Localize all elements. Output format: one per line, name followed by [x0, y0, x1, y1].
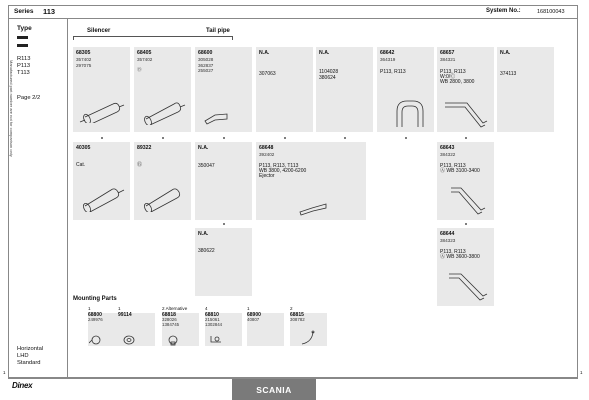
- part-number: 68600: [198, 50, 213, 56]
- mounting-parts-title: Mounting Parts: [73, 296, 117, 302]
- part-number: 68405: [137, 50, 152, 56]
- silencer-drawing-icon: [140, 97, 186, 125]
- mounting-item-68815[interactable]: [290, 306, 327, 346]
- part-number: N.A.: [198, 145, 209, 151]
- mount-qty: 1: [118, 306, 121, 311]
- link-dot: [101, 137, 103, 139]
- desc-3: WB 2800, 3800: [440, 79, 475, 85]
- ref-1: 384323: [440, 238, 456, 243]
- series-label: Series: [14, 8, 34, 15]
- mount-number: 99114: [118, 312, 132, 318]
- ref-1: 380622: [198, 248, 215, 254]
- note-icon: ⑮: [137, 162, 143, 168]
- page-indicator: Page 2/2: [17, 95, 41, 101]
- ref-1: 1104028: [319, 69, 339, 75]
- part-number: 68644: [440, 231, 455, 237]
- desc-1: P113, R113: [440, 163, 466, 169]
- part-number: 68305: [76, 50, 91, 56]
- silencer-drawing-icon: [79, 99, 125, 123]
- part-number: 68657: [440, 50, 455, 56]
- ref-1: 364319: [380, 57, 396, 62]
- link-dot: [405, 137, 407, 139]
- desc-1: P113, R113: [440, 249, 466, 255]
- model-p113: P113: [17, 63, 31, 69]
- mount-qty: 4: [205, 306, 208, 311]
- desc-3: Ejector: [259, 173, 275, 179]
- part-40305[interactable]: [73, 142, 130, 220]
- part-68644[interactable]: [437, 228, 494, 306]
- desc-1: P113, R113, T113: [259, 163, 299, 169]
- type-label: Type: [17, 25, 32, 32]
- bend-pipe-drawing-icon: [447, 184, 487, 216]
- group-bracket: [73, 36, 233, 40]
- config-horizontal: Horizontal: [17, 346, 44, 352]
- desc-1: P113, R113: [380, 69, 406, 75]
- ref-3: 255027: [198, 68, 214, 73]
- config-lhd: LHD: [17, 353, 29, 359]
- part-na-307063[interactable]: [256, 47, 313, 132]
- part-68642[interactable]: [377, 47, 434, 132]
- part-na-380622[interactable]: [195, 228, 252, 296]
- system-label: System No.:: [486, 8, 521, 14]
- gasket-icon: [122, 334, 136, 346]
- part-68305[interactable]: [73, 47, 130, 132]
- ref-1: 357402: [137, 57, 153, 62]
- part-number: N.A.: [259, 50, 270, 56]
- desc-2: W:0/Ⓒ: [440, 74, 456, 80]
- part-number: N.A.: [319, 50, 330, 56]
- scania-brand: SCANIA: [256, 385, 292, 395]
- mount-ref: 40807: [247, 317, 260, 322]
- truck-icon: [17, 36, 28, 39]
- group-tail-pipe: Tail pipe: [206, 28, 230, 34]
- link-dot: [223, 137, 225, 139]
- model-t113: T113: [17, 70, 30, 76]
- clamp-icon: [89, 334, 103, 346]
- part-68643[interactable]: [437, 142, 494, 220]
- ejector-drawing-icon: [298, 202, 328, 216]
- ref-1: 350047: [198, 163, 215, 169]
- mount-qty: 2: [290, 306, 293, 311]
- link-dot: [344, 137, 346, 139]
- part-68405[interactable]: [134, 47, 191, 132]
- part-68648[interactable]: [256, 142, 366, 220]
- mount-ref: 308782: [290, 317, 305, 322]
- part-89322[interactable]: [134, 142, 191, 220]
- silencer-drawing-icon: [140, 182, 186, 212]
- part-number: 68648: [259, 145, 274, 151]
- desc-1: P113, R113: [440, 69, 466, 75]
- config-standard: Standard: [17, 360, 41, 366]
- ref-1: 384322: [440, 152, 456, 157]
- link-dot: [284, 137, 286, 139]
- ref-2: 297075: [76, 62, 92, 68]
- link-dot: [223, 223, 225, 225]
- link-dot: [465, 137, 467, 139]
- link-dot: [465, 223, 467, 225]
- part-na-350047[interactable]: [195, 142, 252, 220]
- mounting-item-68810[interactable]: [205, 306, 242, 346]
- desc-2: Ⓐ WB 3600-3800: [440, 254, 480, 260]
- mount-number: 68900: [247, 312, 261, 318]
- system-value: 168100043: [537, 8, 565, 15]
- part-number: 89322: [137, 145, 152, 151]
- page-number-left: 1: [3, 370, 6, 375]
- mounting-item-68900[interactable]: [247, 306, 284, 346]
- mount-ref: 249976: [88, 317, 103, 322]
- part-number: 40305: [76, 145, 91, 151]
- mount-number: 68815: [290, 312, 304, 318]
- mounting-item-68818[interactable]: [162, 306, 199, 346]
- bend-pipe-drawing-icon: [443, 95, 489, 129]
- ref-1: 357402: [76, 57, 92, 62]
- mount-number: 68810: [205, 312, 219, 318]
- mount-ref: 1384745: [162, 322, 180, 328]
- part-number: 68642: [380, 50, 395, 56]
- page-number-right: 1: [580, 370, 583, 375]
- desc-2: WB 3800, 4200-6200: [259, 168, 307, 174]
- part-na-1104028[interactable]: [316, 47, 373, 132]
- bracket-icon: [209, 334, 223, 346]
- hanger-icon: [300, 330, 316, 346]
- mount-ref: 328026: [162, 317, 177, 322]
- mount-number: 68800: [88, 312, 102, 318]
- clamp-icon: [166, 334, 180, 346]
- catalyst-drawing-icon: [79, 182, 125, 212]
- part-number: N.A.: [198, 231, 209, 237]
- desc-1: Cat.: [76, 162, 86, 168]
- part-na-374113[interactable]: [497, 47, 554, 132]
- ref-1: 384321: [440, 57, 456, 62]
- mount-ref: 215061: [205, 317, 220, 322]
- ref-2: 362837: [198, 62, 214, 68]
- link-dot: [162, 137, 164, 139]
- desc-2: Ⓐ WB 3100-3400: [440, 168, 480, 174]
- mount-qty: 2 Alternative: [162, 306, 188, 311]
- vertical-note: Manufactured part number are not for comparison only: [9, 60, 14, 157]
- ref-2: 380624: [319, 75, 336, 81]
- ref-1: 374113: [500, 71, 517, 77]
- ref-1: 392402: [259, 152, 275, 157]
- bend-pipe-drawing-icon: [445, 268, 489, 302]
- mount-qty: 1: [247, 306, 250, 311]
- mount-number: 68818: [162, 312, 176, 318]
- series-value: 113: [43, 7, 56, 16]
- part-number: 68643: [440, 145, 455, 151]
- mount-ref: 1302844: [205, 322, 223, 328]
- sidebar-divider: [67, 18, 68, 378]
- group-silencer: Silencer: [87, 28, 111, 34]
- truck-icon: [17, 44, 28, 47]
- mount-qty: 1: [88, 306, 91, 311]
- part-68657[interactable]: [437, 47, 494, 132]
- header-divider: [8, 18, 578, 19]
- part-68600[interactable]: [195, 47, 252, 132]
- part-number: N.A.: [500, 50, 511, 56]
- dinex-logo: Dinex: [12, 381, 33, 390]
- ref-1: 307063: [259, 71, 276, 77]
- ref-1: 305028: [198, 57, 214, 62]
- model-r113: R113: [17, 56, 31, 62]
- bend-pipe-drawing-icon: [393, 97, 427, 129]
- tail-pipe-drawing-icon: [203, 111, 229, 125]
- mounting-item-99114[interactable]: [118, 306, 155, 346]
- note-icon: ⑮: [137, 66, 142, 72]
